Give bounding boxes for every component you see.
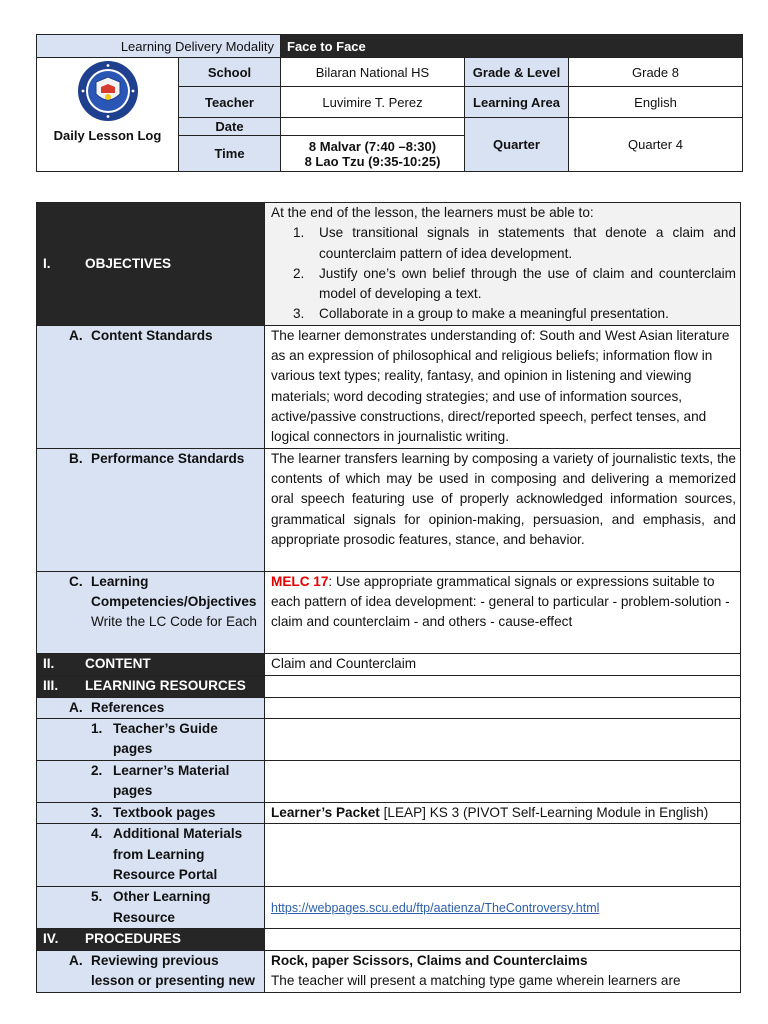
resources-label: LEARNING RESOURCES (85, 677, 246, 693)
quarter-value: Quarter 4 (569, 118, 743, 172)
review-row (37, 950, 741, 992)
time-value (281, 136, 465, 172)
date-label: Date (179, 118, 281, 136)
references-value (265, 697, 741, 718)
other-resource-link[interactable]: https://webpages.scu.edu/ftp/aatienza/TheControversy.html (271, 900, 600, 915)
content-value: Claim and Counterclaim (265, 653, 741, 675)
textbook-label-cell: 3. Textbook pages (37, 803, 265, 824)
teachers-guide-row (37, 719, 741, 761)
teachers-guide-label: Teacher’s Guide pages (113, 721, 218, 757)
competencies-row (37, 571, 741, 653)
teachers-guide-label-cell: 1. Teacher’s Guide pages (37, 719, 265, 761)
list-item: 2. Justify one’s own belief through the use of claim and counterclaim model of developing a text. (293, 265, 736, 302)
content-standards-row (37, 325, 741, 448)
other-resource-row (37, 887, 741, 929)
performance-standards-label: Performance Standards (91, 450, 245, 466)
performance-standards-label-cell: B. Performance Standards (37, 448, 265, 571)
review-label: Reviewing previous lesson or presenting new (91, 952, 255, 988)
objectives-intro: At the end of the lesson, the learners must be able to: (271, 205, 594, 220)
objectives-label-cell (37, 203, 265, 326)
objectives-num: I. (43, 255, 51, 271)
list-item: 1. Use transitional signals in statements that denote a claim and counterclaim pattern of idea development. (293, 225, 736, 261)
teacher-label: Teacher (179, 87, 281, 118)
other-resource-cell (265, 887, 741, 929)
resources-value (265, 675, 741, 697)
content-row (37, 653, 741, 675)
references-label-cell: A. References (37, 697, 265, 718)
teacher-value: Luvimire T. Perez (281, 87, 465, 118)
review-content (265, 950, 741, 992)
other-resource-label: Other Learning Resource (113, 889, 211, 925)
other-resource-label-cell: 5. Other Learning Resource (37, 887, 265, 929)
area-label: Learning Area (465, 87, 569, 118)
textbook-label: Textbook pages (113, 805, 216, 821)
procedures-label-cell: IV. PROCEDURES (37, 929, 265, 950)
learners-material-value (265, 761, 741, 803)
references-label: References (91, 699, 165, 715)
textbook-value: Learner’s Packet [LEAP] KS 3 (PIVOT Self-Learning Module in English) (265, 803, 741, 824)
competencies-sublabel: Write the LC Code for Each (91, 614, 257, 630)
lesson-table (36, 202, 741, 993)
competencies-text: MELC 17: Use appropriate grammatical signals or expressions suitable to each pattern of idea development: - general to particular - problem-solution - claim and counterclaim - and others - cause-effect (265, 571, 741, 653)
resources-row (37, 675, 741, 697)
content-standards-text: The learner demonstrates understanding of: South and West Asian literature as an expression of philosophical and religious beliefs; information flow in various text types; reality, fantasy, and opinion in listening and viewing materials; word decoding strategies; and use of information sources, active/passive constructions, direct/reported speech, perfect tenses, and logical connectors in journalistic writing. (265, 325, 741, 448)
time-label: Time (179, 136, 281, 172)
additional-materials-value (265, 824, 741, 887)
modality-value: Face to Face (281, 35, 743, 58)
grade-label: Grade & Level (465, 58, 569, 87)
time-value-2: 8 Lao Tzu (9:35-10:25) (304, 153, 441, 169)
review-text: The teacher will present a matching type game wherein learners are (271, 972, 681, 988)
logo-cell (37, 58, 179, 172)
list-item: 3. Collaborate in a group to make a meaningful presentation. (293, 306, 669, 322)
time-value-1: 8 Malvar (7:40 –8:30) (308, 138, 437, 154)
learners-material-row (37, 761, 741, 803)
procedures-value (265, 929, 741, 950)
textbook-row (37, 803, 741, 824)
deped-seal-icon (77, 60, 139, 122)
review-label-cell: A. Reviewing previous lesson or presenting new (37, 950, 265, 992)
learners-material-label: Learner’s Material pages (113, 763, 230, 799)
content-standards-label: Content Standards (91, 327, 213, 343)
additional-materials-label: Additional Materials from Learning Resource Portal (113, 826, 243, 882)
content-standards-label-cell: A. Content Standards (37, 325, 265, 448)
additional-materials-label-cell: 4. Additional Materials from Learning Resource Portal (37, 824, 265, 887)
performance-standards-row (37, 448, 741, 571)
area-value: English (569, 87, 743, 118)
references-row (37, 697, 741, 718)
review-title: Rock, paper Scissors, Claims and Counterclaims (271, 952, 588, 968)
objectives-label: OBJECTIVES (85, 255, 172, 271)
procedures-label: PROCEDURES (85, 931, 181, 947)
competencies-label: Learning Competencies/Objectives (91, 573, 257, 610)
learners-material-label-cell: 2. Learner’s Material pages (37, 761, 265, 803)
school-label: School (179, 58, 281, 87)
modality-label: Learning Delivery Modality (37, 35, 281, 58)
school-value: Bilaran National HS (281, 58, 465, 87)
grade-value: Grade 8 (569, 58, 743, 87)
melc-code: MELC 17 (271, 573, 329, 589)
quarter-label: Quarter (465, 118, 569, 172)
content-label-cell: II. CONTENT (37, 653, 265, 675)
date-value (281, 118, 465, 136)
objectives-list (271, 223, 736, 324)
objectives-row (37, 203, 741, 326)
log-title: Daily Lesson Log (53, 128, 162, 143)
competencies-label-cell: C. Learning Competencies/Objectives Write the LC Code for Each (37, 571, 265, 653)
resources-label-cell: III. LEARNING RESOURCES (37, 675, 265, 697)
procedures-row (37, 929, 741, 950)
objectives-content (265, 203, 741, 326)
header-table (36, 34, 743, 172)
performance-standards-text: The learner transfers learning by composing a variety of journalistic texts, the contents of which may be used in composing and delivering a memorized oral speech featuring use of properly acknowledged information sources, grammatical signals for opinion-making, persuasion, and emphasis, and appropriate prosodic features, stance, and behavior. (265, 448, 741, 571)
additional-materials-row (37, 824, 741, 887)
content-label: CONTENT (85, 655, 151, 671)
teachers-guide-value (265, 719, 741, 761)
